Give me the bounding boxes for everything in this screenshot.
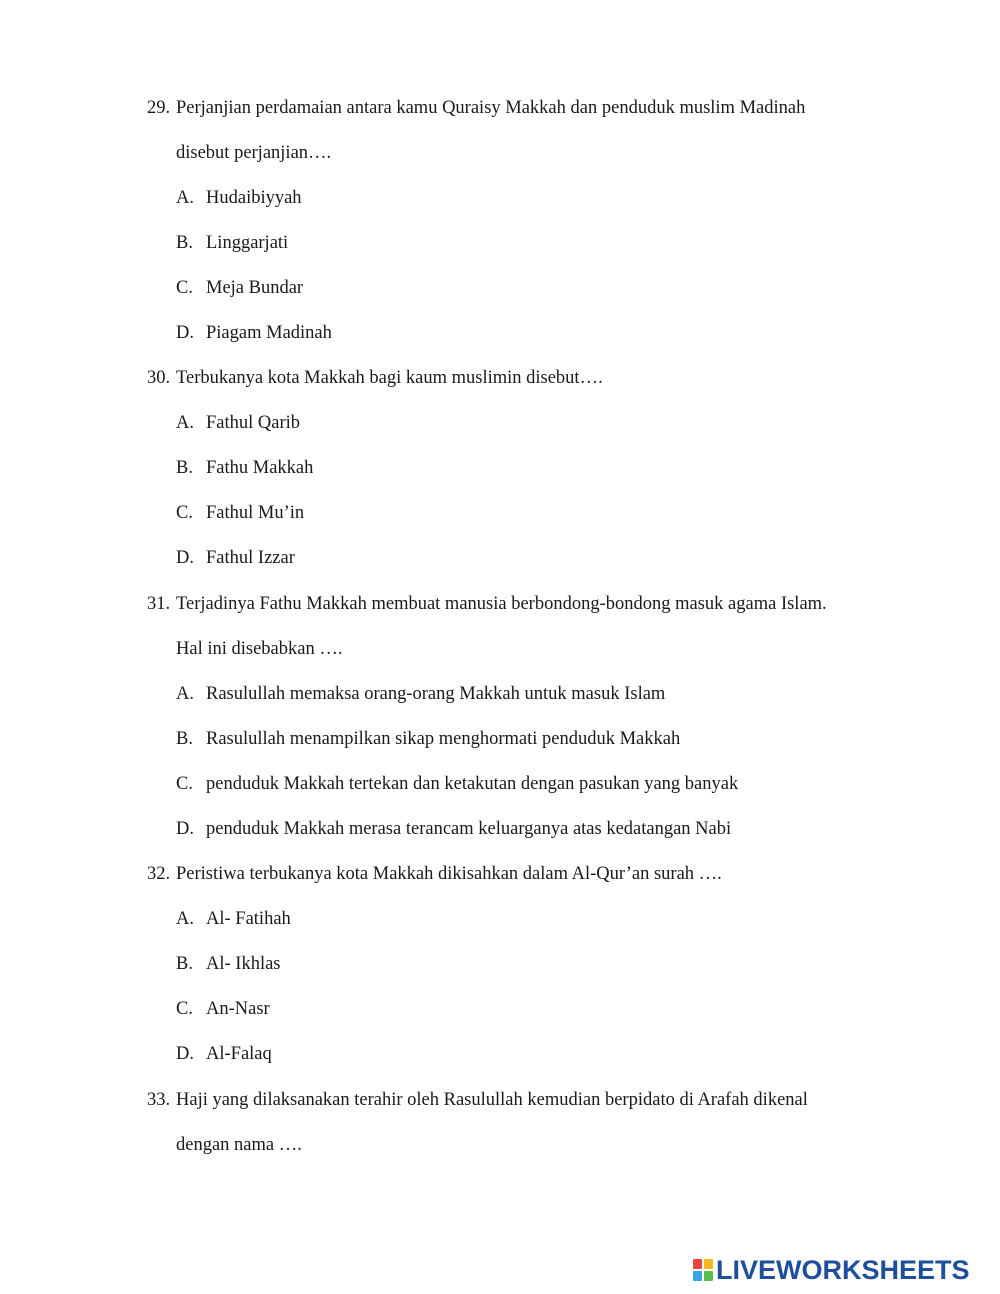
option-letter: B. <box>176 729 193 749</box>
question-30-option-a[interactable] <box>176 412 300 434</box>
liveworksheets-logo-icon <box>693 1259 713 1281</box>
question-33-number: 33. <box>147 1090 171 1110</box>
question-31-option-b[interactable] <box>176 728 680 750</box>
option-text: An-Nasr <box>206 999 270 1019</box>
option-text: Fathul Qarib <box>206 413 301 433</box>
question-29-option-a[interactable] <box>176 187 302 209</box>
option-text: Hudaibiyyah <box>206 188 302 208</box>
option-letter: A. <box>176 909 194 929</box>
option-text: Linggarjati <box>206 233 289 253</box>
question-31-option-a[interactable] <box>176 683 665 705</box>
option-text: penduduk Makkah tertekan dan ketakutan dengan pasukan yang banyak <box>206 774 739 794</box>
question-30-option-b[interactable] <box>176 457 313 479</box>
question-32-number: 32. <box>147 864 171 884</box>
option-letter: A. <box>176 188 194 208</box>
question-30-text-line-1: Terbukanya kota Makkah bagi kaum muslimin disebut…. <box>176 368 603 388</box>
option-letter: D. <box>176 819 194 839</box>
option-text: Piagam Madinah <box>206 323 332 343</box>
option-text: Al- Fatihah <box>206 909 291 929</box>
question-29-text-line-1: Perjanjian perdamaian antara kamu Quraisy Makkah dan penduduk muslim Madinah <box>176 98 806 118</box>
question-32-option-b[interactable] <box>176 953 281 975</box>
question-33-text-line-1: Haji yang dilaksanakan terahir oleh Rasulullah kemudian berpidato di Arafah dikenal <box>176 1090 808 1110</box>
question-31-number: 31. <box>147 594 171 614</box>
question-29-option-c[interactable] <box>176 277 303 299</box>
question-31-option-d[interactable] <box>176 818 731 840</box>
option-letter: C. <box>176 278 193 298</box>
option-letter: B. <box>176 954 193 974</box>
question-30-option-d[interactable] <box>176 547 295 569</box>
option-letter: C. <box>176 503 193 523</box>
option-letter: A. <box>176 413 194 433</box>
question-29-option-b[interactable] <box>176 232 288 254</box>
question-29-number: 29. <box>147 98 171 118</box>
option-letter: D. <box>176 323 194 343</box>
option-letter: C. <box>176 999 193 1019</box>
question-32-option-a[interactable] <box>176 908 291 930</box>
liveworksheets-logo <box>693 1256 970 1284</box>
option-letter: B. <box>176 458 193 478</box>
option-letter: D. <box>176 1044 194 1064</box>
question-32-option-d[interactable] <box>176 1043 272 1065</box>
option-text: penduduk Makkah merasa terancam keluarganya atas kedatangan Nabi <box>206 819 732 839</box>
option-text: Meja Bundar <box>206 278 304 298</box>
question-33-text-line-2: dengan nama …. <box>176 1135 302 1155</box>
option-letter: A. <box>176 684 194 704</box>
option-text: Al-Falaq <box>206 1044 272 1064</box>
option-text: Al- Ikhlas <box>206 954 281 974</box>
option-text: Fathu Makkah <box>206 458 314 478</box>
question-32-option-c[interactable] <box>176 998 270 1020</box>
question-32-text-line-1: Peristiwa terbukanya kota Makkah dikisahkan dalam Al-Qur’an surah …. <box>176 864 722 884</box>
question-31-text-line-1: Terjadinya Fathu Makkah membuat manusia berbondong-bondong masuk agama Islam. <box>176 594 827 614</box>
question-30-option-c[interactable] <box>176 502 304 524</box>
option-letter: C. <box>176 774 193 794</box>
question-31-option-c[interactable] <box>176 773 738 795</box>
option-text: Rasulullah menampilkan sikap menghormati penduduk Makkah <box>206 729 681 749</box>
question-29-text-line-2: disebut perjanjian…. <box>176 143 332 163</box>
option-text: Fathul Izzar <box>206 548 295 568</box>
option-letter: B. <box>176 233 193 253</box>
liveworksheets-logo-text: LIVEWORKSHEETS <box>716 1255 970 1285</box>
option-text: Rasulullah memaksa orang-orang Makkah untuk masuk Islam <box>206 684 666 704</box>
question-31-text-line-2: Hal ini disebabkan …. <box>176 639 343 659</box>
question-29-option-d[interactable] <box>176 322 332 344</box>
option-letter: D. <box>176 548 194 568</box>
option-text: Fathul Mu’in <box>206 503 305 523</box>
question-30-number: 30. <box>147 368 171 388</box>
